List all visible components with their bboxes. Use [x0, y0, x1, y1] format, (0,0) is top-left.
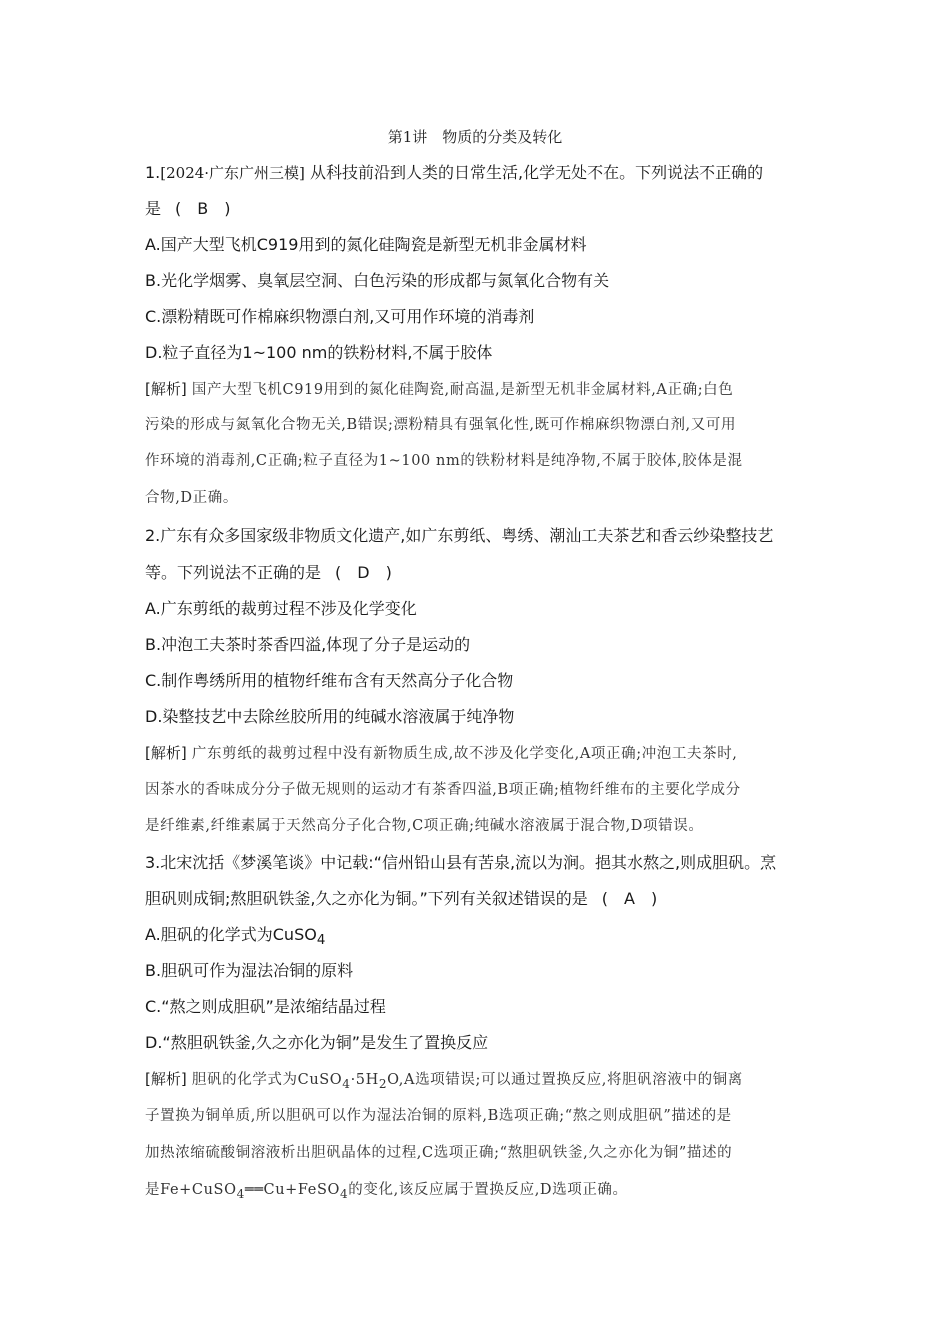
- q3-stem-line1: 3.北宋沈括《梦溪笔谈》中记载:“信州铅山县有苦泉,流以为涧。挹其水熬之,则成胆矾。烹: [145, 853, 777, 872]
- q3-analysis-text1c: O,A选项错误;可以通过置换反应,将胆矾溶液中的铜离: [387, 1072, 743, 1088]
- q3-analysis-sub4: 4: [339, 1186, 349, 1201]
- q1-analysis-tag: [解析]: [145, 380, 187, 398]
- q3-analysis-text4b: Cu+FeSO: [263, 1182, 340, 1198]
- q1-analysis-line2: 污染的形成与氮氧化合物无关,B错误;漂粉精具有强氧化性,既可作棉麻织物漂白剂,又可用: [145, 417, 737, 433]
- q3-option-a-text: A.胆矾的化学式为CuSO: [145, 925, 317, 944]
- q3-analysis-line1: [145, 1068, 743, 1095]
- q3-option-c: C.“熬之则成胆矾”是浓缩结晶过程: [145, 997, 386, 1016]
- q3-analysis-line4: [145, 1179, 628, 1205]
- q1-option-b: B.光化学烟雾、臭氧层空洞、白色污染的形成都与氮氧化合物有关: [145, 271, 610, 290]
- q2-stem-line1: 2.广东有众多国家级非物质文化遗产,如广东剪纸、粤绣、潮汕工夫茶艺和香云纱染整技艺: [145, 526, 774, 545]
- reaction-equals-sign: ══: [244, 1182, 264, 1198]
- q1-analysis-text1: 国产大型飞机C919用到的氮化硅陶瓷,耐高温,是新型无机非金属材料,A正确;白色: [186, 382, 734, 398]
- q3-analysis-text1a: 胆矾的化学式为CuSO: [186, 1072, 343, 1088]
- q3-analysis-tag: [解析]: [145, 1070, 187, 1088]
- q3-analysis-text1b: ·5H: [350, 1072, 379, 1088]
- q3-analysis-sub1: 4: [342, 1076, 351, 1091]
- q1-analysis-line4: 合物,D正确。: [145, 490, 238, 506]
- q2-stem-text2: 等。下列说法不正确的是: [145, 563, 322, 582]
- q1-number: 1.: [145, 163, 161, 182]
- q2-option-c: C.制作粤绣所用的植物纤维布含有天然高分子化合物: [145, 671, 514, 690]
- q1-answer: ( B ): [175, 199, 231, 218]
- q2-stem-line2: [145, 562, 392, 584]
- q3-stem-text2: 胆矾则成铜;熬胆矾铁釜,久之亦化为铜。”下列有关叙述错误的是: [145, 889, 588, 908]
- q3-option-a-subscript: 4: [316, 933, 326, 949]
- q3-analysis-line3: 加热浓缩硫酸铜溶液析出胆矾晶体的过程,C选项正确;“熬胆矾铁釜,久之亦化为铜”描述的: [145, 1145, 733, 1161]
- q1-option-d: D.粒子直径为1~100 nm的铁粉材料,不属于胶体: [145, 343, 493, 362]
- q3-stem-line2: [145, 888, 657, 910]
- q1-stem-text1: 从科技前沿到人类的日常生活,化学无处不在。下列说法不正确的: [304, 163, 764, 182]
- q2-answer: ( D ): [335, 563, 392, 582]
- q2-analysis-text1: 广东剪纸的裁剪过程中没有新物质生成,故不涉及化学变化,A项正确;冲泡工夫茶时,: [186, 746, 738, 762]
- q2-analysis-tag: [解析]: [145, 744, 187, 762]
- q2-option-a: A.广东剪纸的裁剪过程不涉及化学变化: [145, 599, 417, 618]
- q3-option-a: [145, 924, 325, 952]
- q3-option-b: B.胆矾可作为湿法冶铜的原料: [145, 961, 354, 980]
- q1-option-c: C.漂粉精既可作棉麻织物漂白剂,又可用作环境的消毒剂: [145, 307, 535, 326]
- q2-analysis-line1: [145, 742, 738, 765]
- q3-option-d: D.“熬胆矾铁釜,久之亦化为铜”是发生了置换反应: [145, 1033, 489, 1052]
- q2-option-b: B.冲泡工夫茶时茶香四溢,体现了分子是运动的: [145, 635, 471, 654]
- q3-analysis-sub2: 2: [378, 1076, 388, 1091]
- q1-stem-text2: 是: [145, 199, 162, 218]
- lesson-title: 第1讲 物质的分类及转化: [387, 128, 563, 146]
- q3-analysis-line2: 子置换为铜单质,所以胆矾可以作为湿法冶铜的原料,B选项正确;“熬之则成胆矾”描述的是: [145, 1108, 732, 1124]
- q3-analysis-sub3: 4: [236, 1186, 245, 1201]
- q1-analysis-line1: [145, 378, 733, 401]
- q2-analysis-line3: 是纤维素,纤维素属于天然高分子化合物,C项正确;纯碱水溶液属于混合物,D项错误。: [145, 818, 704, 834]
- q1-option-a: A.国产大型飞机C919用到的氮化硅陶瓷是新型无机非金属材料: [145, 235, 587, 254]
- q1-source: [2024·广东广州三模]: [160, 164, 305, 182]
- q2-analysis-line2: 因茶水的香味成分分子做无规则的运动才有茶香四溢,B项正确;植物纤维布的主要化学成分: [145, 782, 741, 798]
- q3-answer: ( A ): [601, 889, 658, 908]
- q1-stem-line2: [145, 198, 230, 220]
- q3-analysis-text4a: 是Fe+CuSO: [145, 1182, 237, 1198]
- q3-analysis-text4c: 的变化,该反应属于置换反应,D选项正确。: [348, 1182, 628, 1198]
- q2-option-d: D.染整技艺中去除丝胶所用的纯碱水溶液属于纯净物: [145, 707, 515, 726]
- q1-analysis-line3: 作环境的消毒剂,C正确;粒子直径为1~100 nm的铁粉材料是纯净物,不属于胶体,胶体是混: [145, 453, 743, 469]
- q1-stem-line1: [145, 162, 763, 184]
